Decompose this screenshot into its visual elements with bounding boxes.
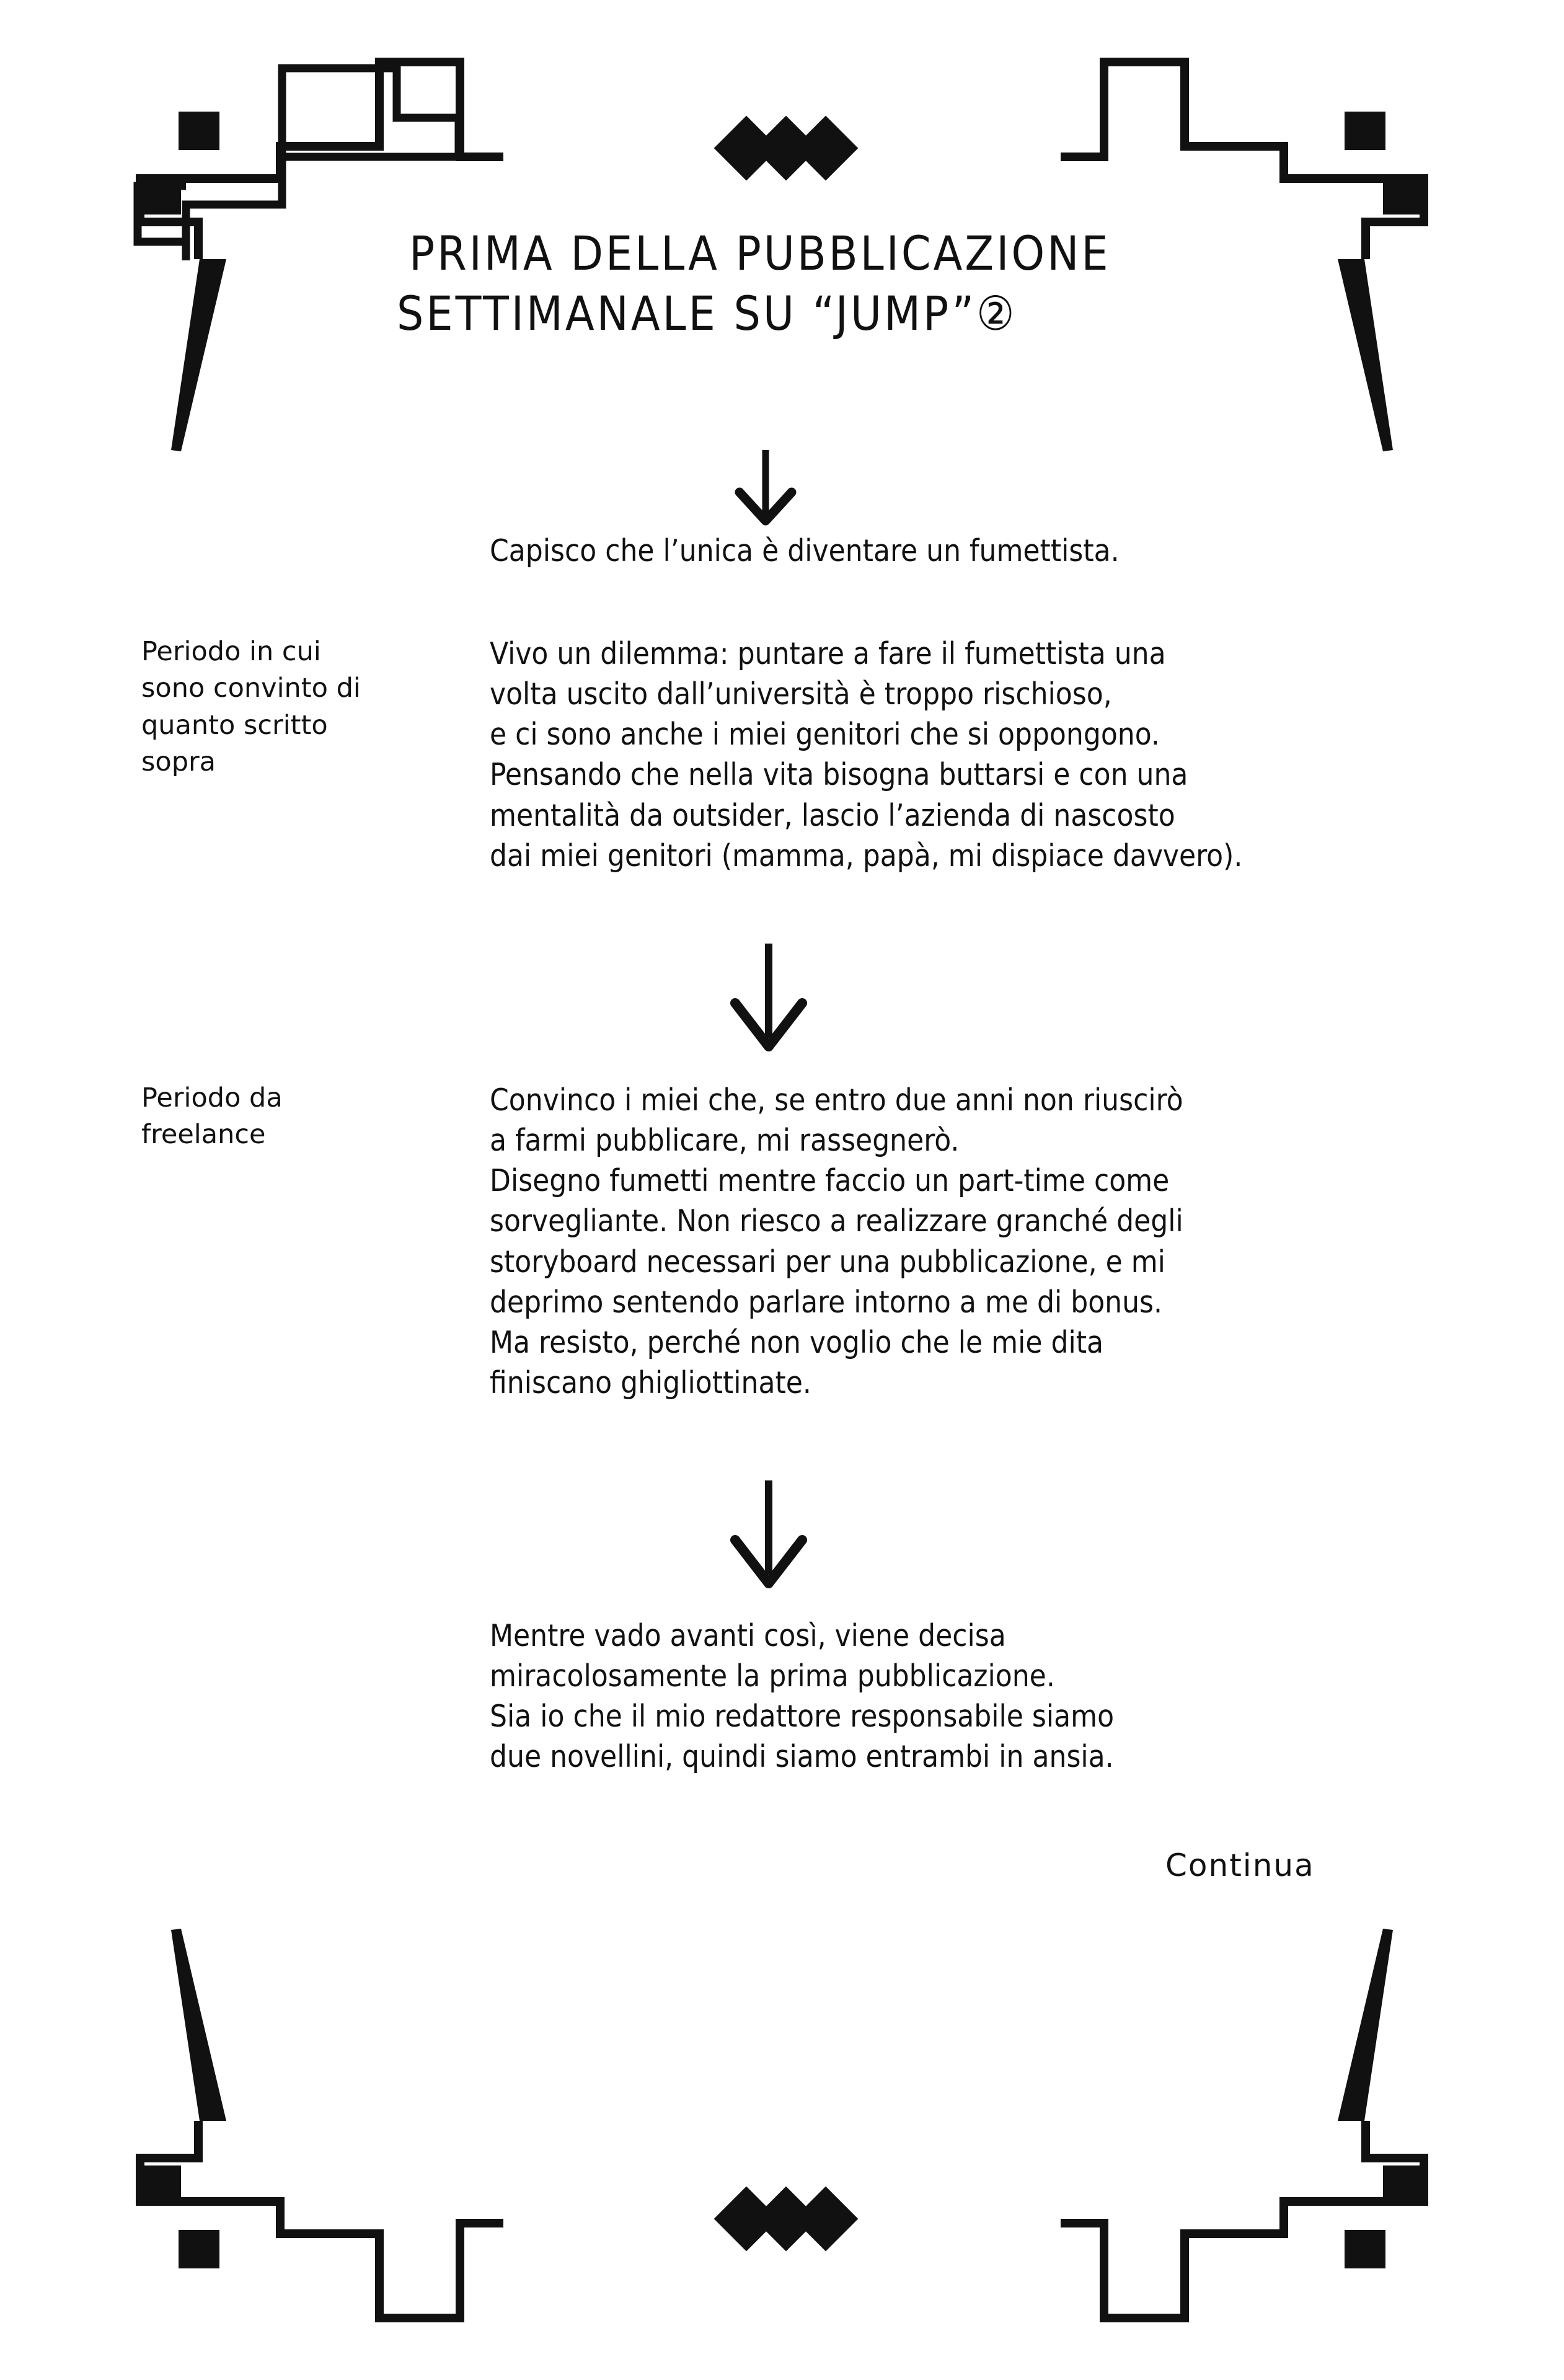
frame-top-left-taper [171,259,226,451]
frame-square-tl-upper [179,112,219,150]
para-1-line-5: mentalità da outsider, lascio l’azienda di nascosto [490,797,1175,833]
side-label-2-line-1: Periodo da [141,1082,283,1113]
title-line-2: SETTIMANALE SU “JUMP”② [397,286,1017,342]
frame-square-br-upper [1383,2165,1421,2201]
frame-bottom-left-outline [140,2121,503,2318]
frame-top-right-taper [1338,259,1393,451]
para-1-line-3: e ci sono anche i miei genitori che si oppongono. [490,717,1160,753]
page-title [397,223,1277,344]
down-arrow-large [713,941,824,1055]
side-label-1-line-2: sono convinto di [141,673,361,704]
para-2-line-1: Convinco i miei che, se entro due anni non riuscirò [490,1082,1183,1118]
para-2-line-5: storyboard necessari per una pubblicazione, e mi [490,1244,1165,1280]
frame-square-bl-upper [143,2165,181,2201]
frame-square-tl-lower [143,179,181,215]
frame-bottom-right-outline [1061,2121,1424,2318]
side-label-1-line-3: quanto scritto [141,709,328,741]
frame-top-left-step-lower [138,157,282,242]
para-2-line-4: sorvegliante. Non riesco a realizzare granché degli [490,1203,1183,1239]
frame-square-tr-upper [1345,112,1385,150]
down-arrow-large [713,1478,824,1592]
intro-line-1: Capisco che l’unica è diventare un fumettista. [490,533,1120,568]
body-paragraph-1 [490,634,1494,876]
para-2-line-3: Disegno fumetti mentre faccio un part-time come [490,1163,1170,1199]
diamond-ornament-bottom [727,2196,846,2242]
frame-bottom-left-taper [171,1929,226,2121]
diamond-icon [793,2187,859,2252]
frame-bottom-right-taper [1338,1929,1393,2121]
side-label-2-line-2: freelance [141,1119,266,1151]
para-1-line-2: volta uscito dall’università è troppo rischioso, [490,676,1112,712]
diamond-icon [793,116,859,181]
para-1-line-6: dai miei genitori (mamma, papà, mi dispiace davvero). [490,838,1243,874]
side-label-1-line-4: sopra [141,746,216,777]
frame-top-left-step [282,68,502,157]
side-label-1-line-1: Periodo in cui [141,636,321,667]
para-2-line-8: finiscano ghigliottinate. [490,1365,811,1401]
frame-square-br-lower [1345,2230,1385,2268]
body-paragraph-3 [490,1616,1494,1777]
continua-label: Continua [1165,1847,1315,1883]
para-2-line-6: deprimo sentendo parlare intorno a me di bonus. [490,1284,1163,1320]
para-3-line-1: Mentre vado avanti così, viene decisa [490,1618,1006,1653]
para-3-line-3: Sia io che il mio redattore responsabile siamo [490,1699,1115,1735]
down-arrow-small [716,448,815,527]
para-3-line-4: due novellini, quindi siamo entrambi in ansia. [490,1739,1114,1775]
frame-square-bl-lower [179,2230,219,2268]
para-1-line-4: Pensando che nella vita bisogna buttarsi e con una [490,757,1188,793]
para-2-line-7: Ma resisto, perché non voglio che le mie dita [490,1324,1104,1360]
para-2-line-2: a farmi pubblicare, mi rassegnerò. [490,1123,960,1159]
para-1-line-1: Vivo un dilemma: puntare a fare il fumettista una [490,636,1166,671]
title-line-1: PRIMA DELLA PUBBLICAZIONE [409,226,1111,281]
side-label-period-freelance [141,1080,488,1154]
intro-paragraph [490,531,1494,571]
body-paragraph-2 [490,1080,1494,1403]
frame-square-tr-lower [1383,179,1421,215]
diamond-ornament-top [727,125,846,171]
side-label-period-convinced [141,634,488,781]
para-3-line-2: miracolosamente la prima pubblicazione. [490,1658,1055,1694]
